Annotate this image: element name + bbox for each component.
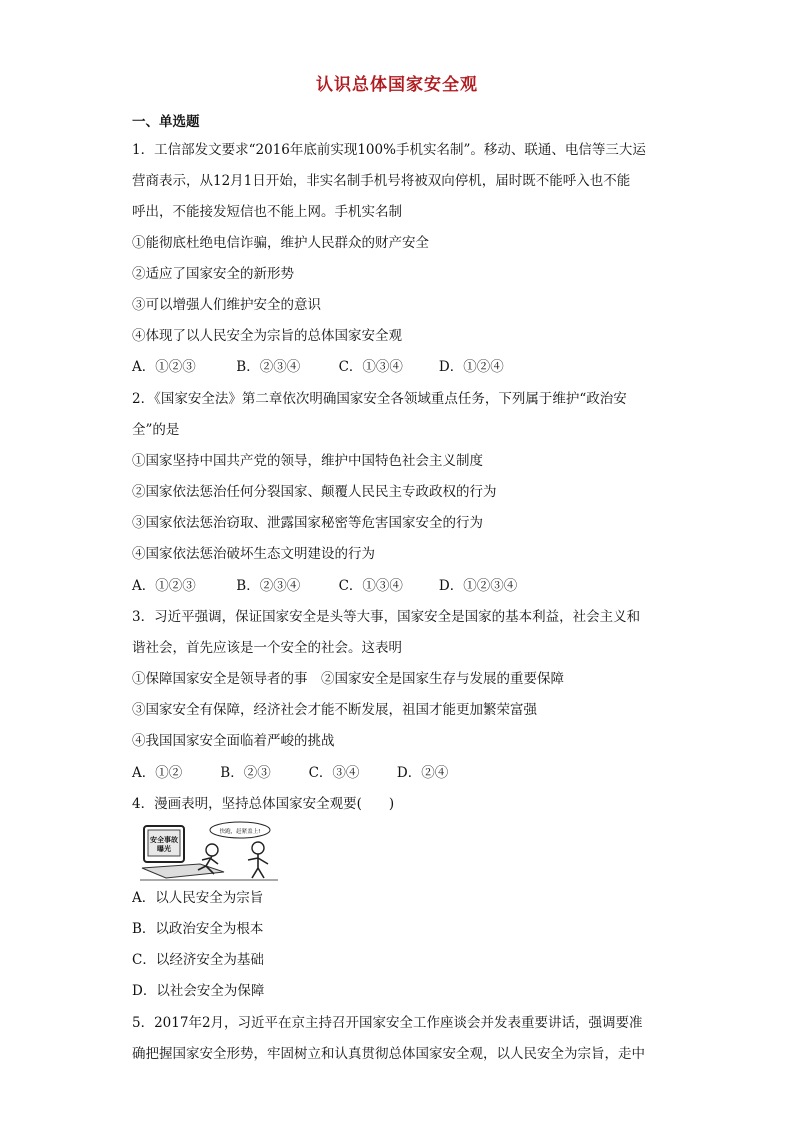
q2-option-d[interactable]: D．①②③④ xyxy=(438,578,518,594)
q5-line: 确把握国家安全形势，牢固树立和认真贯彻总体国家安全观，以人民安全为宗旨，走中 xyxy=(132,1046,645,1062)
q3-line: 3．习近平强调，保证国家安全是头等大事，国家安全是国家的基本利益，社会主义和 xyxy=(132,609,641,625)
q3-line: 谐社会，首先应该是一个安全的社会。这表明 xyxy=(132,640,402,656)
q1-line: 呼出，不能接发短信也不能上网。手机实名制 xyxy=(132,204,402,220)
q2-options xyxy=(132,576,517,596)
q1-line: 营商表示，从12月1日开始，非实名制手机号将被双向停机，届时既不能呼入也不能 xyxy=(132,173,631,189)
q3-line: ④我国国家安全面临着严峻的挑战 xyxy=(132,733,335,749)
q5-line: 5．2017年2月，习近平在京主持召开国家安全工作座谈会并发表重要讲话，强调要准 xyxy=(132,1015,643,1031)
q1-options xyxy=(132,357,504,377)
q1-option-a[interactable]: A．①②③ xyxy=(132,359,196,375)
document-title: 认识总体国家安全观 xyxy=(316,75,478,95)
q2-option-b[interactable]: B．②③④ xyxy=(236,578,301,594)
q2-line: ④国家依法惩治破坏生态文明建设的行为 xyxy=(132,546,375,562)
q4-option-d[interactable]: D．以社会安全为保障 xyxy=(132,983,265,999)
q1-line: ④体现了以人民安全为宗旨的总体国家安全观 xyxy=(132,328,402,344)
q4-option-c[interactable]: C．以经济安全为基础 xyxy=(132,952,264,968)
comic-box-text-1: 安全事故 xyxy=(150,836,178,844)
q3-line: ③国家安全有保障，经济社会才能不断发展，祖国才能更加繁荣富强 xyxy=(132,702,537,718)
q2-line: ②国家依法惩治任何分裂国家、颠覆人民民主专政政权的行为 xyxy=(132,484,497,500)
q3-line: ①保障国家安全是领导者的事 ②国家安全是国家生存与发展的重要保障 xyxy=(132,671,564,687)
comic-illustration xyxy=(140,820,280,884)
q3-options xyxy=(132,763,448,783)
q3-option-c[interactable]: C．③④ xyxy=(308,765,360,781)
q2-line: 全”的是 xyxy=(132,422,180,438)
q2-line: ①国家坚持中国共产党的领导，维护中国特色社会主义制度 xyxy=(132,453,483,469)
section-heading: 一、单选题 xyxy=(132,114,200,130)
q3-option-d[interactable]: D．②④ xyxy=(396,765,449,781)
q1-line: ②适应了国家安全的新形势 xyxy=(132,266,294,282)
q2-line: ③国家依法惩治窃取、泄露国家秘密等危害国家安全的行为 xyxy=(132,515,483,531)
comic-bubble-text: 快跑，赶紧盖上! xyxy=(219,829,261,835)
q4-stem: 4．漫画表明，坚持总体国家安全观要( ) xyxy=(132,796,395,812)
q1-option-d[interactable]: D．①②④ xyxy=(438,359,504,375)
comic-box-text-2: 曝光 xyxy=(157,845,171,853)
q1-line: ①能彻底杜绝电信诈骗，维护人民群众的财产安全 xyxy=(132,235,429,251)
q1-option-b[interactable]: B．②③④ xyxy=(236,359,301,375)
q1-line: ③可以增强人们维护安全的意识 xyxy=(132,297,321,313)
q1-line: 1．工信部发文要求“2016年底前实现100%手机实名制”。移动、联通、电信等三大运 xyxy=(132,142,646,158)
q2-option-c[interactable]: C．①③④ xyxy=(338,578,403,594)
q3-option-a[interactable]: A．①② xyxy=(132,765,183,781)
q3-option-b[interactable]: B．②③ xyxy=(220,765,271,781)
q1-option-c[interactable]: C．①③④ xyxy=(338,359,403,375)
q4-option-a[interactable]: A．以人民安全为宗旨 xyxy=(132,890,264,906)
q4-option-b[interactable]: B．以政治安全为根本 xyxy=(132,921,264,937)
q2-line: 2．《国家安全法》第二章依次明确国家安全各领域重点任务，下列属于维护“政治安 xyxy=(132,391,627,407)
q2-option-a[interactable]: A．①②③ xyxy=(132,578,196,594)
